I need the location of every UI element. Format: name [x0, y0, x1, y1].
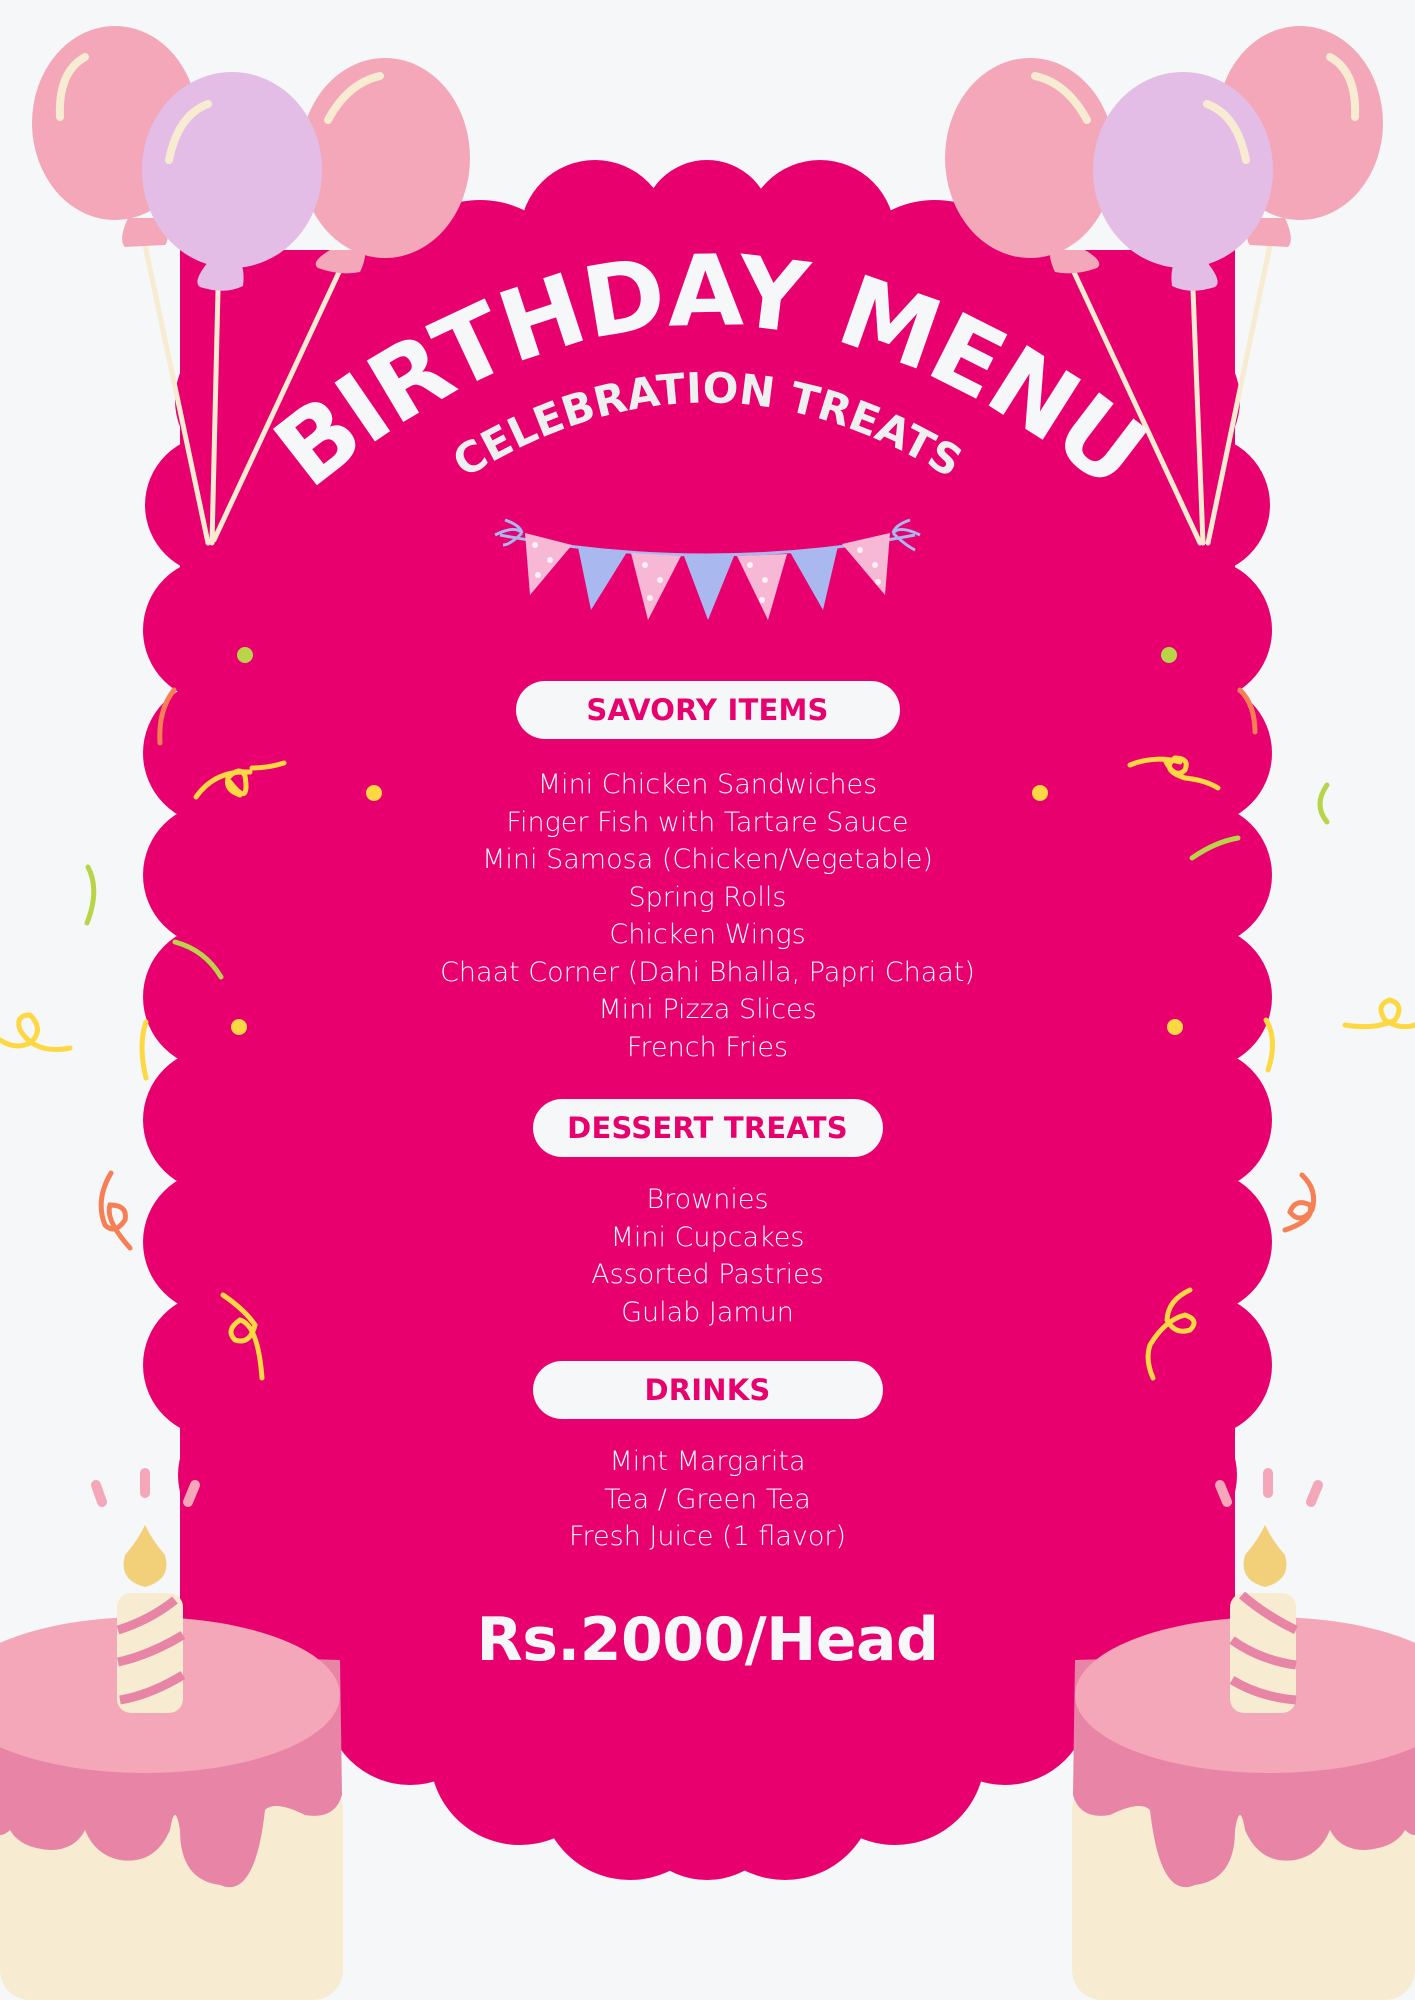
- menu-item: Mint Margarita: [609, 1446, 806, 1477]
- menu-item: Mini Chicken Sandwiches: [537, 769, 878, 800]
- menu-item: Fresh Juice (1 flavor): [568, 1521, 847, 1552]
- menu-item: Chaat Corner (Dahi Bhalla, Papri Chaat): [440, 956, 975, 988]
- menu-item: Mini Pizza Slices: [598, 994, 817, 1025]
- menu-item: Tea / Green Tea: [604, 1483, 811, 1515]
- menu-item: Assorted Pastries: [591, 1259, 824, 1290]
- menu-item: Gulab Jamun: [621, 1296, 794, 1328]
- menu-item: Brownies: [646, 1184, 769, 1215]
- price-per-head: Rs.2000/Head: [476, 1605, 939, 1675]
- menu-item: Mini Samosa (Chicken/Vegetable): [482, 844, 933, 875]
- section-heading-drinks: DRINKS: [533, 1361, 883, 1419]
- menu-item: French Fries: [626, 1031, 789, 1063]
- savory-items-list: [0, 766, 1415, 1066]
- section-heading-savory: SAVORY ITEMS: [516, 681, 900, 739]
- menu-item: Finger Fish with Tartare Sauce: [506, 806, 909, 838]
- menu-item: Chicken Wings: [609, 919, 806, 950]
- drinks-items-list: [0, 1443, 1415, 1556]
- menu-item: Spring Rolls: [628, 881, 787, 913]
- page-title: BIRTHDAY MENU: [254, 234, 1165, 510]
- menu-item: Mini Cupcakes: [610, 1221, 805, 1253]
- page-subtitle: CELEBRATION TREATS: [444, 363, 971, 487]
- section-heading-dessert: DESSERT TREATS: [533, 1099, 883, 1157]
- dessert-items-list: [0, 1181, 1415, 1331]
